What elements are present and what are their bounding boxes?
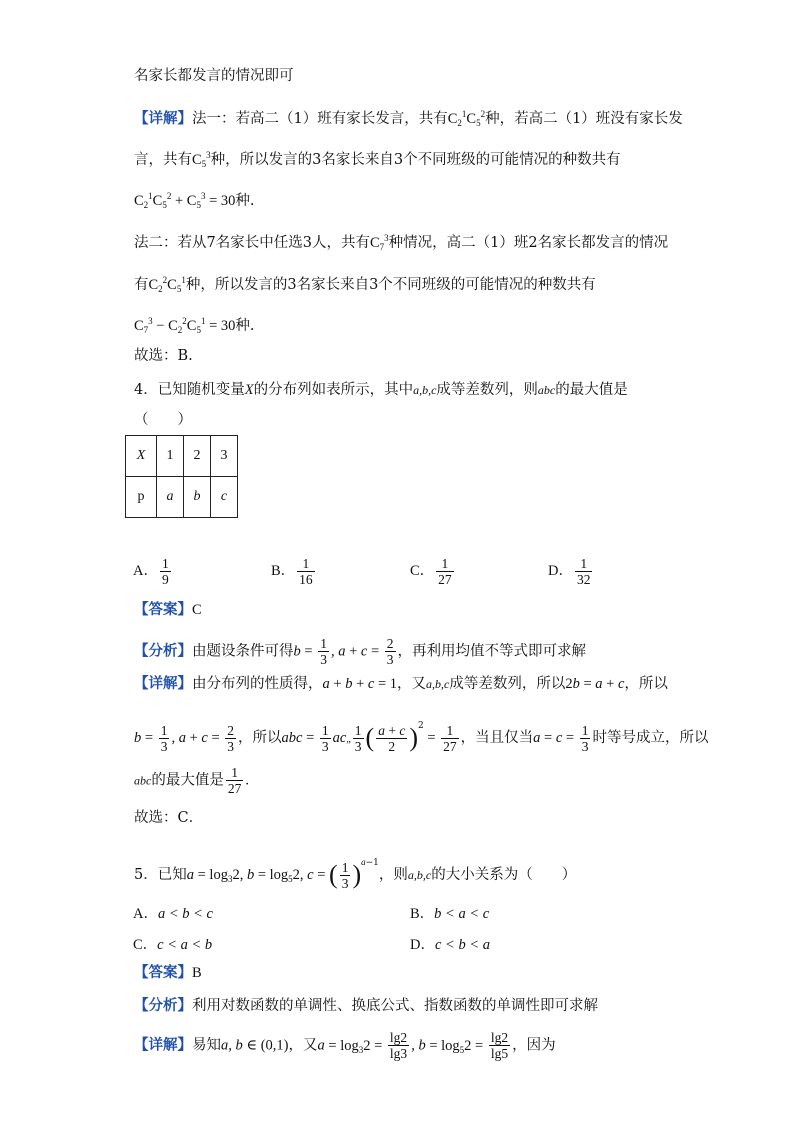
choose-line: 故选：C．: [134, 810, 204, 826]
detail-line: 【详解】由分布列的性质得，a + b + c = 1，又a,b,c成等差数列，所以2b = a + c，所以: [134, 675, 668, 692]
table-cell: a: [157, 477, 184, 518]
option-b: B． $\frac{1}{16}$: [271, 556, 313, 587]
option-b: B．b < a < c: [410, 906, 490, 922]
table-cell: c: [211, 477, 238, 518]
formula-line: $C_7^3 - C_2^2C_5^1 = 30$种.: [134, 316, 255, 335]
option-a: A．a < b < c: [133, 906, 213, 922]
detail-line: abc的最大值是 $\frac{1}{27}$ .: [134, 765, 249, 796]
option-c: C．c < a < b: [133, 937, 213, 953]
option-a: A． $\frac{1}{9}$: [133, 556, 169, 587]
analysis-tag: 【分析】: [134, 642, 192, 660]
option-d: D． $\frac{1}{32}$: [548, 556, 591, 587]
analysis-tag: 【分析】: [134, 997, 192, 1014]
detail-tag: 【详解】: [134, 110, 192, 127]
table-cell: 2: [184, 436, 211, 477]
text-line: 有$C_2^2C_5^1$种，所以发言的3名家长来自3个不同班级的可能情况的种数共有: [134, 275, 596, 294]
table-cell: b: [184, 477, 211, 518]
text-line: 名家长都发言的情况即可: [134, 68, 294, 84]
analysis-line: 【分析】由题设条件可得b = $\frac{1}{3}$ , a + c = $\frac{2}{3}$ ，再利用均值不等式即可求解: [134, 636, 586, 667]
distribution-table: [125, 435, 238, 518]
analysis-line: 【分析】利用对数函数的单调性、换底公式、指数函数的单调性即可求解: [134, 997, 598, 1014]
table-cell: X: [126, 436, 157, 477]
detail-line: 【详解】易知a, b ∈ (0,1)，又$a = \log_32$ = $\frac{\lg 2}{\lg 3}$ , $b = \log_52$ = $\frac{\lg 2}{\lg 5}$ ，因为: [134, 1030, 556, 1061]
question-4-paren: （ ）: [134, 412, 192, 428]
table-cell: 1: [157, 436, 184, 477]
text-line: 【详解】法一：若高二（1）班有家长发言，共有$C_2^1C_5^2$种，若高二（1）班没有家长发: [134, 109, 683, 128]
option-d: D．c < b < a: [410, 937, 490, 953]
detail-tag: 【详解】: [134, 1036, 192, 1054]
table-row: [126, 477, 238, 518]
formula-line: $C_2^1C_5^2 + C_5^3 = 30$种.: [134, 191, 255, 210]
answer-tag: 【答案】: [134, 964, 192, 981]
answer-line: 【答案】C: [134, 601, 202, 618]
text-line: 言，共有$C_5^3$种，所以发言的3名家长来自3个不同班级的可能情况的种数共有: [134, 150, 621, 169]
question-5-stem: 5．已知$a = \log_32$, $b = \log_52$, c = ( $\frac{1}{3}$ )$^{a-1}$，则a,b,c的大小关系为（ ）: [134, 857, 577, 891]
choose-line: 故选：B.: [134, 348, 193, 364]
answer-line: 【答案】B: [134, 964, 202, 981]
table-cell: 3: [211, 436, 238, 477]
detail-tag: 【详解】: [134, 675, 192, 692]
option-c: C． $\frac{1}{27}$: [410, 556, 452, 587]
text-line: 法二：若从7名家长中任选3人，共有$C_7^3$种情况，高二（1）班2名家长都发言的情况: [134, 233, 669, 252]
table-row: [126, 436, 238, 477]
answer-tag: 【答案】: [134, 601, 192, 618]
table-cell: p: [126, 477, 157, 518]
question-4-stem: 4．已知随机变量X的分布列如表所示，其中a,b,c成等差数列，则abc的最大值是: [134, 382, 628, 398]
detail-line: b = $\frac{1}{3}$ , a + c = $\frac{2}{3}$ ，所以abc = $\frac{1}{3}$ ac„ $\frac{1}{3}$ ( $\frac{a + c}{2}$ )$^2$ = $\frac{1}{27}$ ，当且仅当a = c = $\frac{1}{3}$ 时等号成立，所以: [134, 721, 709, 754]
